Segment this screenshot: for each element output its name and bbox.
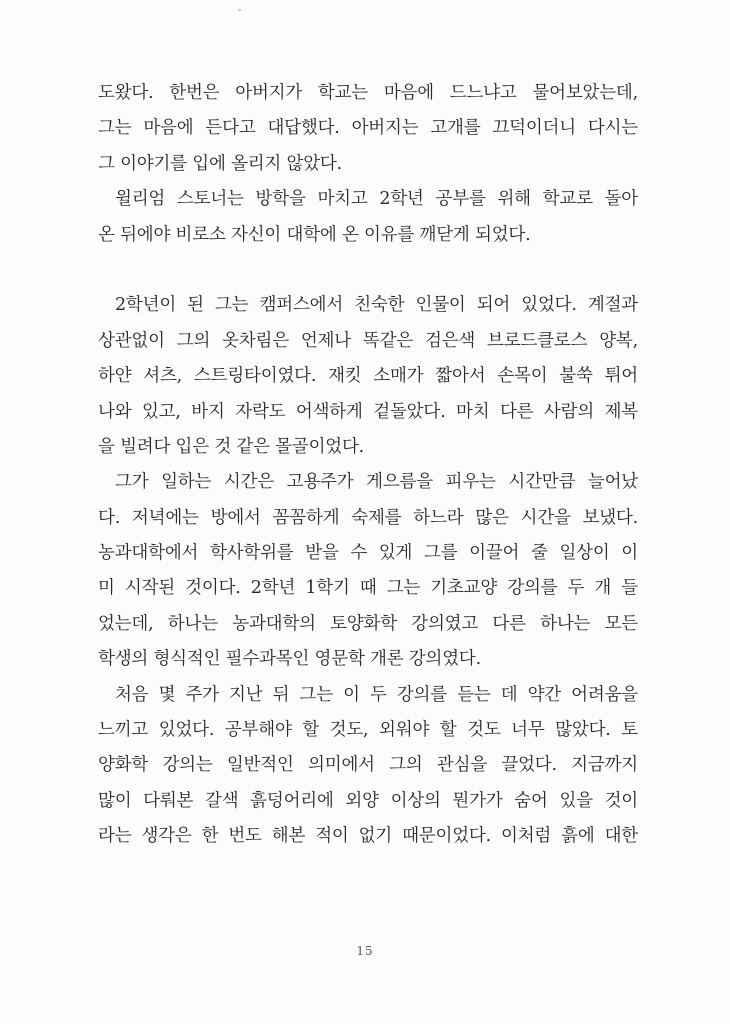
scan-mark: [238, 9, 241, 11]
text-line: 많이 다뤄본 갈색 흙덩어리에 외양 이상의 뭔가가 숨어 있을 것이: [98, 790, 638, 811]
text-line: 상관없이 그의 옷차림은 언제나 똑같은 검은색 브로드클로스 양복,: [98, 330, 638, 351]
text-line: 다. 저녁에는 방에서 꼼꼼하게 숙제를 하느라 많은 시간을 보냈다.: [98, 507, 638, 528]
text-line: 었는데, 하나는 농과대학의 토양화학 강의였고 다른 하나는 모든: [98, 613, 638, 634]
text-line: 하얀 셔츠, 스트링타이였다. 재킷 소매가 짧아서 손목이 불쑥 튀어: [98, 366, 638, 387]
text-line: 그 이야기를 입에 올리지 않았다.: [98, 153, 342, 174]
text-line: 농과대학에서 학사학위를 받을 수 있게 그를 이끌어 줄 일상이 이: [98, 543, 638, 564]
paragraph: [98, 76, 638, 182]
text-line: 양화학 강의는 일반적인 의미에서 그의 관심을 끌었다. 지금까지: [98, 755, 638, 776]
text-line: 느끼고 있었다. 공부해야 할 것도, 외워야 할 것도 너무 많았다. 토: [98, 720, 638, 741]
paragraph: [98, 288, 638, 465]
text-line: 미 시작된 것이다. 2학년 1학기 때 그는 기초교양 강의를 두 개 들: [98, 578, 638, 599]
text-line: 학생의 형식적인 필수과목인 영문학 개론 강의였다.: [98, 649, 481, 670]
text-line: 라는 생각은 한 번도 해본 적이 없기 때문이었다. 이처럼 흙에 대한: [98, 826, 638, 847]
text-line: 을 빌려다 입은 것 같은 몰골이었다.: [98, 436, 365, 457]
paragraph: [98, 465, 638, 677]
text-line: 온 뒤에야 비로소 자신이 대학에 온 이유를 깨닫게 되었다.: [98, 224, 531, 245]
text-line: 윌리엄 스토너는 방학을 마치고 2학년 공부를 위해 학교로 돌아: [115, 189, 638, 210]
body-text: [98, 76, 638, 855]
page-number: 15: [356, 944, 374, 958]
section-break: [98, 253, 638, 288]
text-line: 도왔다. 한번은 아버지가 학교는 마음에 드느냐고 물어보았는데,: [98, 83, 638, 103]
text-line: 나와 있고, 바지 자락도 어색하게 겉돌았다. 마치 다른 사람의 제복: [98, 401, 638, 422]
paragraph: [98, 182, 638, 253]
text-line: 그는 마음에 든다고 대답했다. 아버지는 고개를 끄덕이더니 다시는: [98, 118, 638, 139]
paragraph: [98, 678, 638, 855]
text-line: 2학년이 된 그는 캠퍼스에서 친숙한 인물이 되어 있었다. 계절과: [115, 295, 638, 316]
text-line: 처음 몇 주가 지난 뒤 그는 이 두 강의를 듣는 데 약간 어려움을: [115, 684, 638, 705]
text-line: 그가 일하는 시간은 고용주가 게으름을 피우는 시간만큼 늘어났: [115, 472, 638, 493]
